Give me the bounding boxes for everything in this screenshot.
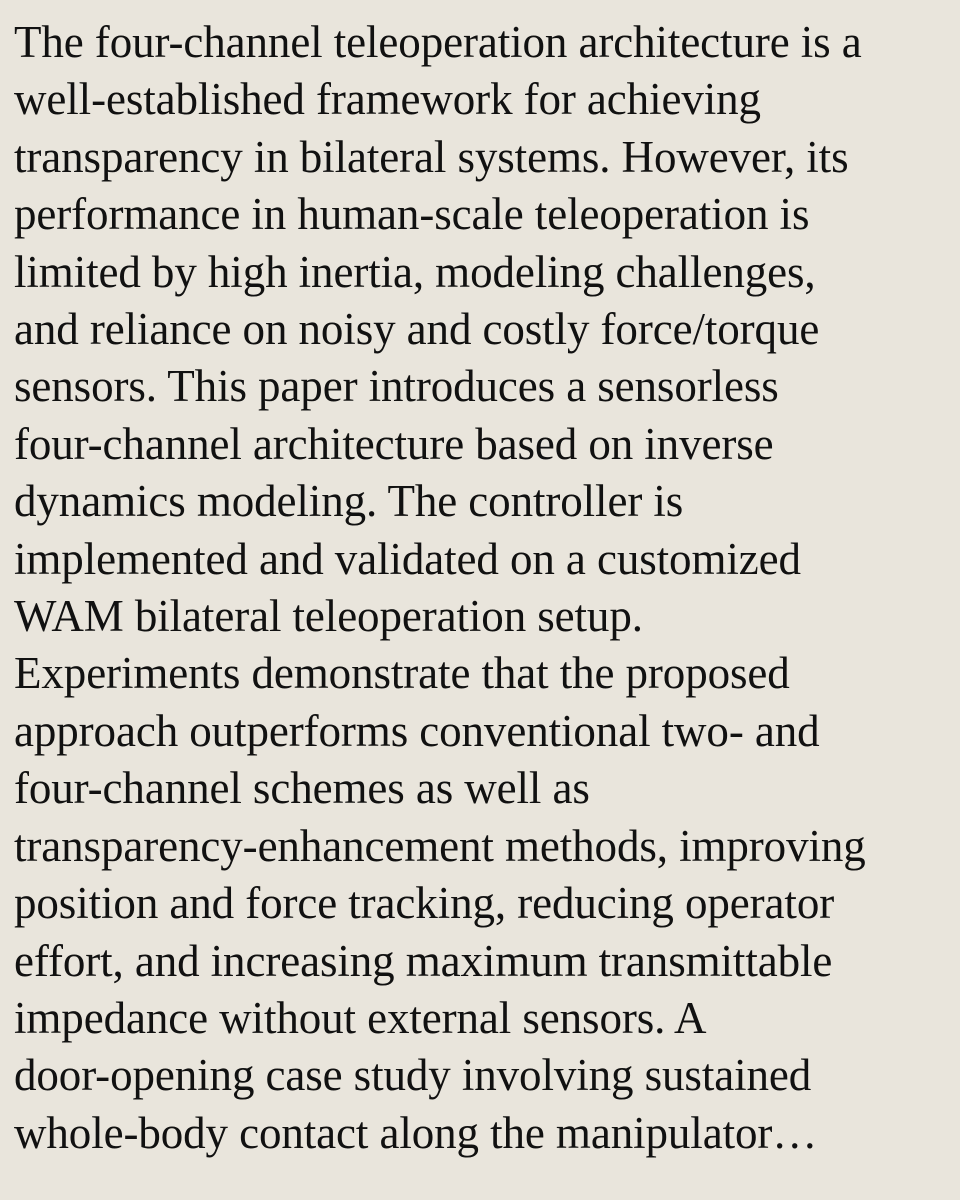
text-line: approach outperforms conventional two- and xyxy=(14,705,820,756)
text-line: performance in human-scale teleoperation is xyxy=(14,189,810,240)
text-line: position and force tracking, reducing operator xyxy=(14,878,835,929)
text-line: door-opening case study involving sustained xyxy=(14,1050,812,1101)
abstract-paragraph xyxy=(14,14,950,1162)
text-line: dynamics modeling. The controller is xyxy=(14,476,684,527)
text-line: four-channel schemes as well as xyxy=(14,763,590,814)
text-line: The four-channel teleoperation architecture is a xyxy=(14,17,862,67)
text-line: effort, and increasing maximum transmittable xyxy=(14,935,833,986)
text-line: transparency-enhancement methods, improving xyxy=(14,820,866,871)
text-line: transparency in bilateral systems. However, its xyxy=(14,131,849,182)
text-line: sensors. This paper introduces a sensorless xyxy=(14,361,779,412)
text-line: four-channel architecture based on inverse xyxy=(14,418,774,469)
text-line: whole-body contact along the manipulator… xyxy=(14,1107,818,1158)
text-line: well-established framework for achieving xyxy=(14,74,761,125)
text-line: limited by high inertia, modeling challenges, xyxy=(14,246,816,297)
text-line: WAM bilateral teleoperation setup. xyxy=(14,591,643,642)
text-line: impedance without external sensors. A xyxy=(14,992,707,1043)
text-line: implemented and validated on a customized xyxy=(14,533,801,584)
text-line: and reliance on noisy and costly force/torque xyxy=(14,304,820,355)
text-line: Experiments demonstrate that the proposed xyxy=(14,648,790,699)
